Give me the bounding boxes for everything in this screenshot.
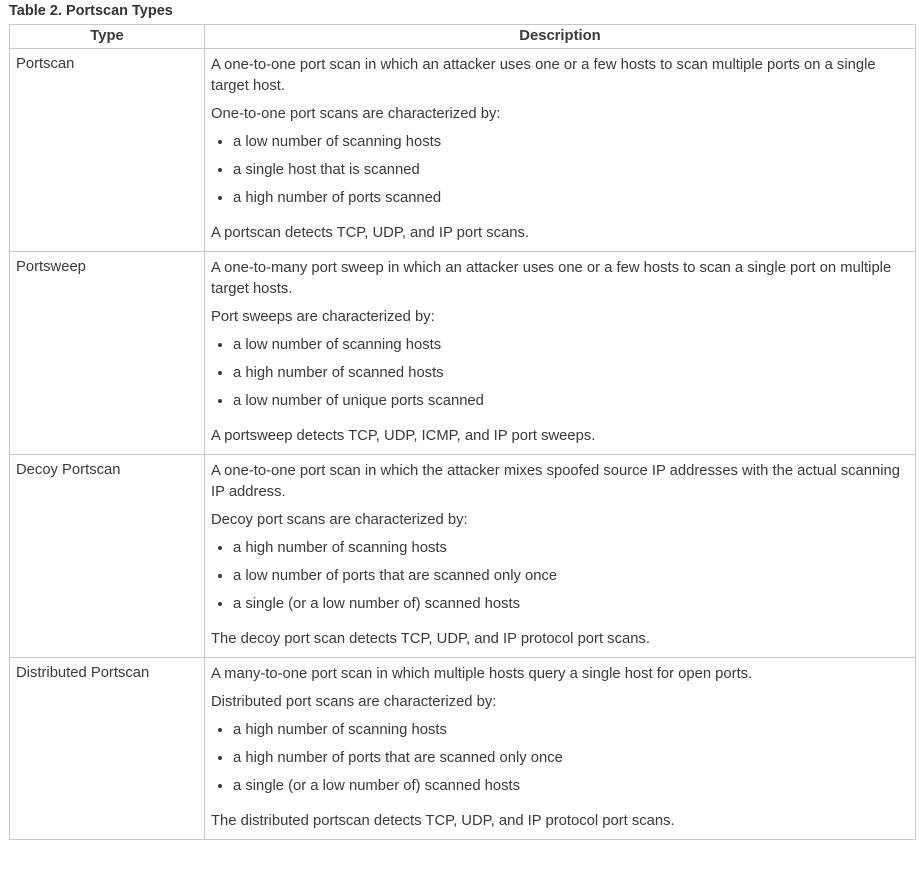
characterized-by-text: One-to-one port scans are characterized by: — [211, 106, 501, 122]
description-cell — [205, 455, 916, 658]
description-intro: A one-to-many port sweep in which an attacker uses one or a few hosts to scan a single port on multiple target hosts. — [211, 260, 892, 297]
list-item: • a low number of unique ports scanned — [233, 391, 909, 412]
detection-summary: A portscan detects TCP, UDP, and IP port scans. — [211, 225, 530, 241]
characterized-by-text: Port sweeps are characterized by: — [211, 309, 435, 325]
list-item: • a single host that is scanned — [233, 160, 909, 181]
list-item: • a high number of scanning hosts — [233, 720, 909, 741]
list-item: • a single (or a low number of) scanned hosts — [233, 776, 909, 797]
type-cell: Distributed Portscan — [10, 658, 205, 840]
table-row-distributed-portscan — [10, 658, 916, 840]
list-item: • a high number of ports that are scanned only once — [233, 748, 909, 769]
portscan-types-table — [9, 24, 916, 840]
type-cell: Decoy Portscan — [10, 455, 205, 658]
list-item: • a low number of scanning hosts — [233, 132, 909, 153]
table-caption: Table 2. Portscan Types — [9, 3, 173, 19]
table-row-portscan — [10, 49, 916, 252]
list-item: • a low number of scanning hosts — [233, 335, 909, 356]
description-intro: A one-to-one port scan in which an attacker uses one or a few hosts to scan multiple ports on a single target host. — [211, 57, 876, 94]
characteristics-list — [211, 132, 909, 209]
list-item: • a high number of scanned hosts — [233, 363, 909, 384]
table-row-decoy-portscan — [10, 455, 916, 658]
characterized-by-text: Distributed port scans are characterized by: — [211, 694, 497, 710]
type-column-header: Type — [10, 25, 205, 49]
description-cell — [205, 658, 916, 840]
description-cell — [205, 252, 916, 455]
list-item: • a high number of ports scanned — [233, 188, 909, 209]
description-intro: A many-to-one port scan in which multiple hosts query a single host for open ports. — [211, 666, 753, 682]
characterized-by-text: Decoy port scans are characterized by: — [211, 512, 468, 528]
table-header-row — [10, 25, 916, 49]
list-item: • a single (or a low number of) scanned hosts — [233, 594, 909, 615]
characteristics-list — [211, 335, 909, 412]
detection-summary: The decoy port scan detects TCP, UDP, and IP protocol port scans. — [211, 631, 650, 647]
description-column-header: Description — [205, 25, 916, 49]
type-cell: Portscan — [10, 49, 205, 252]
characteristics-list — [211, 720, 909, 797]
characteristics-list — [211, 538, 909, 615]
list-item: • a low number of ports that are scanned only once — [233, 566, 909, 587]
detection-summary: The distributed portscan detects TCP, UDP, and IP protocol port scans. — [211, 813, 675, 829]
list-item: • a high number of scanning hosts — [233, 538, 909, 559]
description-cell — [205, 49, 916, 252]
table-row-portsweep — [10, 252, 916, 455]
description-intro: A one-to-one port scan in which the attacker mixes spoofed source IP addresses with the actual scanning IP address. — [211, 463, 900, 500]
type-cell: Portsweep — [10, 252, 205, 455]
detection-summary: A portsweep detects TCP, UDP, ICMP, and IP port sweeps. — [211, 428, 596, 444]
